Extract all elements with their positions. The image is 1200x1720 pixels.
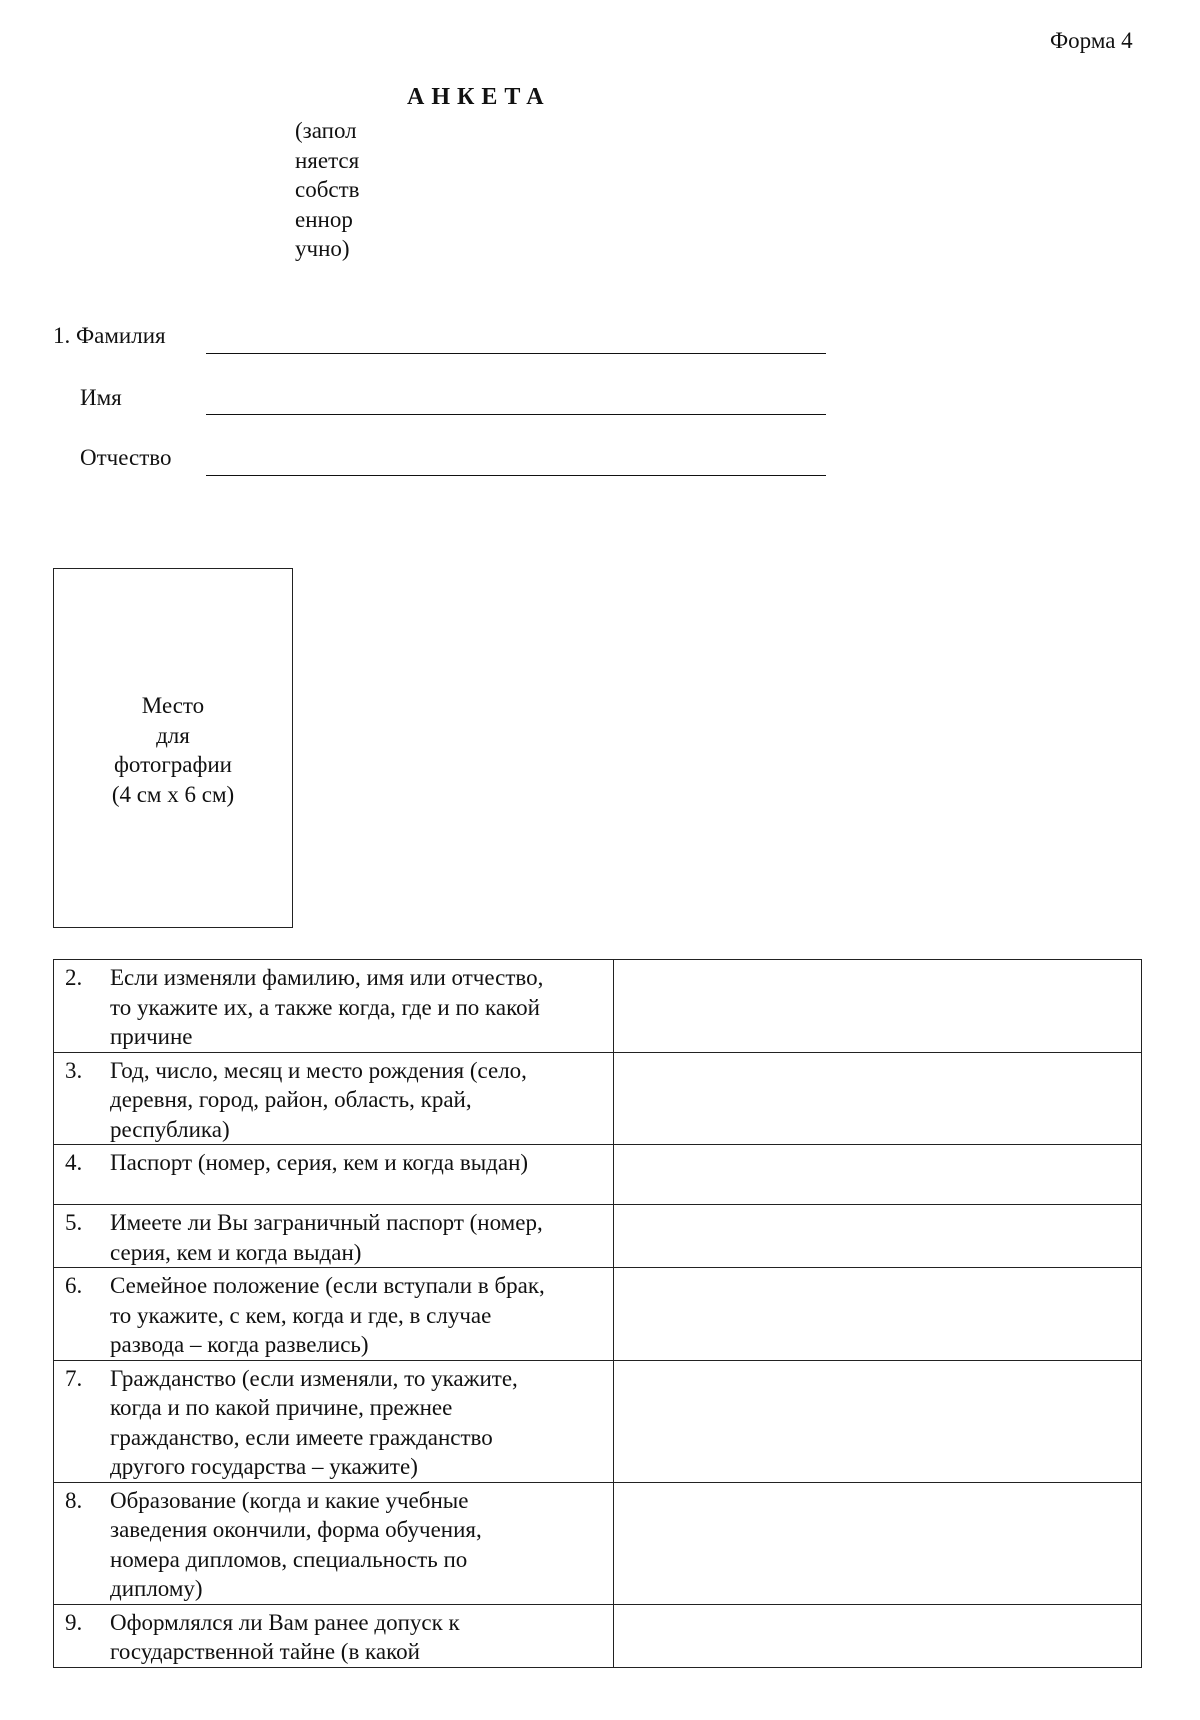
photo-line: фотографии <box>113 752 232 777</box>
subtitle-line: собств <box>295 177 360 202</box>
question-cell <box>54 1205 614 1268</box>
question-cell <box>54 1360 614 1482</box>
question-number: 7. <box>65 1365 83 1391</box>
question-line: деревня, город, район, область, край, <box>110 1087 472 1112</box>
form-number: Форма 4 <box>1050 28 1133 53</box>
table-row <box>54 1482 1142 1604</box>
subtitle-line: няется <box>295 147 360 173</box>
question-cell <box>54 1604 614 1667</box>
patronymic-label: Отчество <box>80 445 172 470</box>
question-line: Год, число, месяц и место рождения (село, <box>110 1057 527 1083</box>
question-number: 3. <box>65 1057 83 1083</box>
question-line: государственной тайне (в какой <box>110 1639 420 1664</box>
question-text <box>110 1053 613 1145</box>
question-line: то укажите, с кем, когда и где, в случае <box>110 1302 492 1328</box>
question-text <box>110 960 613 1052</box>
table-row <box>54 1604 1142 1667</box>
question-line: Имеете ли Вы заграничный паспорт (номер, <box>110 1210 543 1235</box>
question-cell <box>54 1052 614 1145</box>
answer-cell[interactable] <box>614 1604 1142 1667</box>
first-name-field[interactable] <box>206 414 826 415</box>
question-number: 6. <box>65 1273 83 1298</box>
table-row <box>54 1268 1142 1361</box>
question-cell <box>54 1268 614 1361</box>
question-cell <box>54 1145 614 1205</box>
photo-line: Место <box>141 693 205 718</box>
table-row <box>54 1205 1142 1268</box>
question-line: когда и по какой причине, прежнее <box>110 1395 453 1420</box>
answer-cell[interactable] <box>614 1360 1142 1482</box>
answer-cell[interactable] <box>614 1482 1142 1604</box>
questions-table <box>53 959 1142 1668</box>
table-row <box>54 1360 1142 1482</box>
patronymic-field[interactable] <box>206 475 826 476</box>
question-line: то укажите их, а также когда, где и по какой <box>110 994 540 1020</box>
answer-cell[interactable] <box>614 1052 1142 1145</box>
question-line: причине <box>110 1024 193 1049</box>
answer-cell[interactable] <box>614 1268 1142 1361</box>
first-name-label: Имя <box>80 385 122 410</box>
question-line: номера дипломов, специальность по <box>110 1546 468 1572</box>
page-title: АНКЕТА <box>407 84 551 110</box>
answer-cell[interactable] <box>614 960 1142 1053</box>
subtitle-line: еннор <box>295 206 353 232</box>
question-cell <box>54 960 614 1053</box>
table-row <box>54 1145 1142 1205</box>
question-line: Если изменяли фамилию, имя или отчество, <box>110 965 544 990</box>
question-line: Семейное положение (если вступали в брак, <box>110 1273 545 1298</box>
photo-line: для <box>156 722 190 748</box>
question-line: Паспорт (номер, серия, кем и когда выдан) <box>110 1150 529 1175</box>
answer-cell[interactable] <box>614 1145 1142 1205</box>
photo-placeholder <box>53 568 293 928</box>
question-line: развода – когда развелись) <box>110 1332 369 1357</box>
question-text <box>110 1268 613 1360</box>
question-line: другого государства – укажите) <box>110 1454 418 1479</box>
surname-label: 1. Фамилия <box>53 323 166 348</box>
question-line: Образование (когда и какие учебные <box>110 1487 469 1513</box>
photo-placeholder-text <box>54 691 292 809</box>
subtitle-line: (запол <box>295 118 357 143</box>
question-line: диплому) <box>110 1576 203 1601</box>
table-row <box>54 960 1142 1053</box>
question-line: республика) <box>110 1116 230 1142</box>
question-text <box>110 1145 613 1178</box>
photo-line: (4 см х 6 см) <box>111 781 235 807</box>
answer-cell[interactable] <box>614 1205 1142 1268</box>
subtitle-line: учно) <box>295 236 350 261</box>
question-text <box>110 1605 613 1667</box>
question-line: серия, кем и когда выдан) <box>110 1239 362 1265</box>
question-number: 4. <box>65 1150 83 1175</box>
question-number: 8. <box>65 1487 83 1513</box>
question-text <box>110 1483 613 1604</box>
question-text <box>110 1361 613 1482</box>
question-line: Оформлялся ли Вам ранее допуск к <box>110 1609 460 1635</box>
question-line: заведения окончили, форма обучения, <box>110 1517 482 1542</box>
question-line: гражданство, если имеете гражданство <box>110 1424 493 1450</box>
table-row <box>54 1052 1142 1145</box>
question-number: 9. <box>65 1609 83 1635</box>
question-line: Гражданство (если изменяли, то укажите, <box>110 1365 518 1391</box>
subtitle-note <box>295 116 405 264</box>
surname-field[interactable] <box>206 353 826 354</box>
question-number: 5. <box>65 1210 83 1235</box>
question-cell <box>54 1482 614 1604</box>
question-text <box>110 1205 613 1267</box>
question-number: 2. <box>65 965 83 990</box>
